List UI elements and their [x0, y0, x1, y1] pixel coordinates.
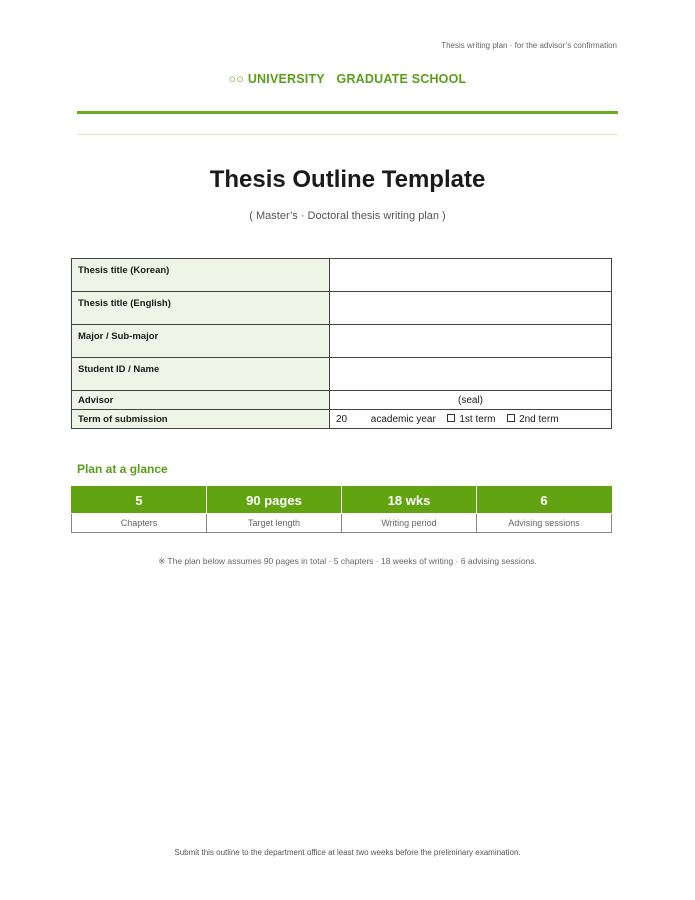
plan-note: ※ The plan below assumes 90 pages in total · 5 chapters · 18 weeks of writing · 6 advising sessions.: [158, 556, 537, 566]
university-mark: ○○: [228, 72, 245, 86]
thesis-info-table: [71, 258, 612, 429]
year-suffix: academic year: [370, 413, 436, 425]
section-heading-plan: Plan at a glance: [77, 462, 168, 476]
info-row-title-korean: [72, 259, 612, 292]
chapters-value: 5: [72, 487, 207, 514]
info-label: Major / Sub-major: [72, 325, 330, 358]
thesis-title-english-field[interactable]: [330, 292, 612, 325]
writing-period-caption: Writing period: [342, 514, 477, 533]
info-row-term: [72, 410, 612, 429]
year-prefix: 20: [336, 413, 348, 425]
first-term-label: 1st term: [459, 413, 496, 425]
second-term-label: 2nd term: [519, 413, 559, 425]
info-label: Thesis title (Korean): [72, 259, 330, 292]
info-label: Student ID / Name: [72, 358, 330, 391]
top-note: Thesis writing plan · for the advisor’s confirmation: [441, 41, 617, 50]
major-field[interactable]: [330, 325, 612, 358]
glance-values-row: [72, 487, 612, 514]
info-row-major: [72, 325, 612, 358]
plan-glance-table: [71, 486, 612, 533]
info-row-student: [72, 358, 612, 391]
target-length-value: 90 pages: [207, 487, 342, 514]
info-label: Advisor: [72, 391, 330, 410]
term-field: [330, 410, 612, 429]
checkbox-second-term[interactable]: [507, 414, 515, 422]
school-name: GRADUATE SCHOOL: [336, 72, 467, 86]
info-row-title-english: [72, 292, 612, 325]
page-subtitle: ( Master’s · Doctoral thesis writing plan ): [249, 210, 446, 222]
target-length-caption: Target length: [207, 514, 342, 533]
glance-captions-row: [72, 514, 612, 533]
student-id-name-field[interactable]: [330, 358, 612, 391]
advising-sessions-value: 6: [477, 487, 612, 514]
advisor-seal-field[interactable]: (seal): [330, 391, 612, 410]
advising-sessions-caption: Advising sessions: [477, 514, 612, 533]
university-header: [0, 72, 695, 86]
info-label: Thesis title (English): [72, 292, 330, 325]
header-rule-thick: [77, 111, 618, 114]
info-label: Term of submission: [72, 410, 330, 429]
header-rule-thin: [77, 134, 618, 135]
page-title: Thesis Outline Template: [209, 166, 486, 193]
university-name: UNIVERSITY: [247, 72, 325, 86]
writing-period-value: 18 wks: [342, 487, 477, 514]
footer-instruction: Submit this outline to the department office at least two weeks before the preliminary examination.: [174, 848, 521, 857]
chapters-caption: Chapters: [72, 514, 207, 533]
info-row-advisor: [72, 391, 612, 410]
thesis-title-korean-field[interactable]: [330, 259, 612, 292]
checkbox-first-term[interactable]: [447, 414, 455, 422]
